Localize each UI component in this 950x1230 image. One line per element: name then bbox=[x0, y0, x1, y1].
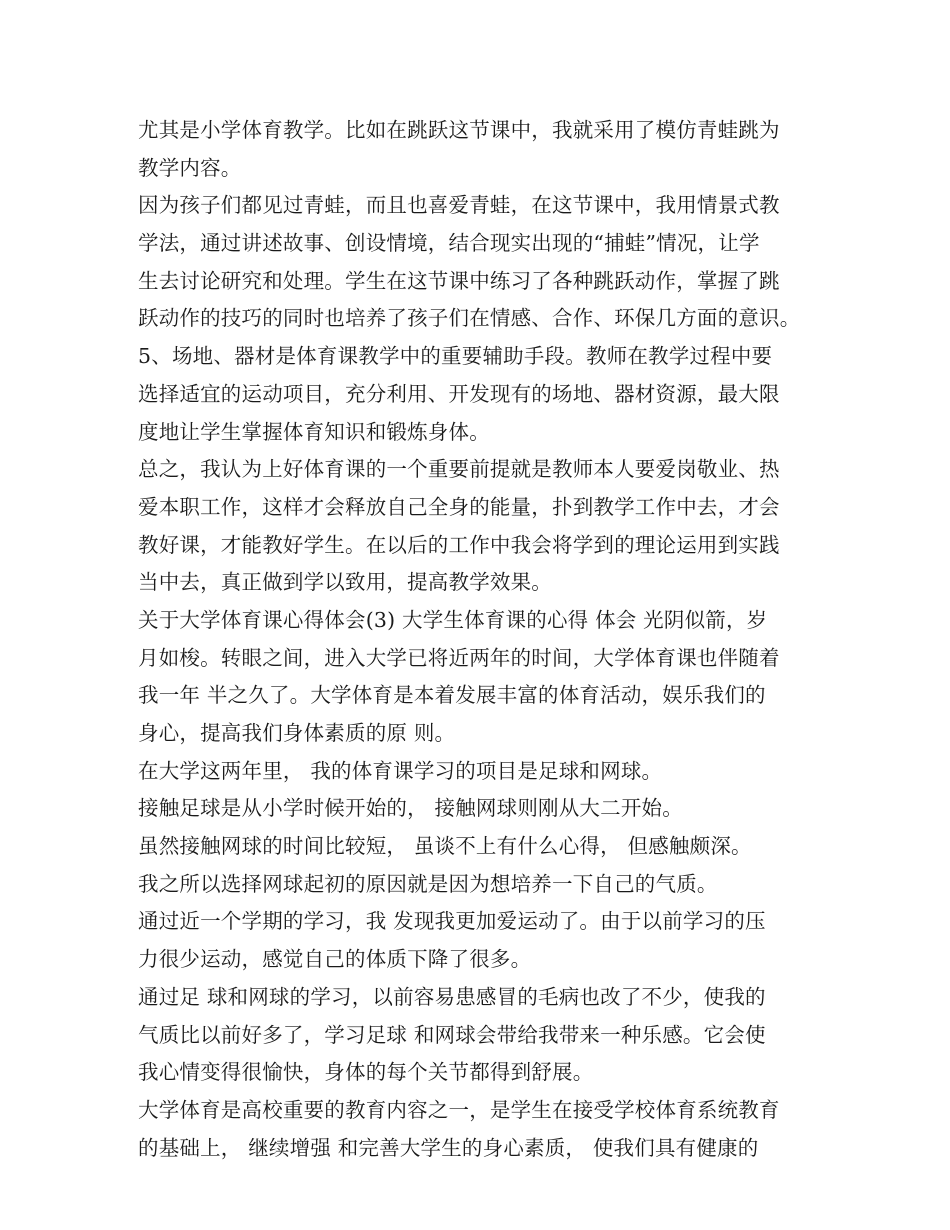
text-line: 通过足 球和网球的学习，以前容易患感冒的毛病也改了不少，使我的 bbox=[138, 984, 766, 1009]
text-line: 月如梭。转眼之间，进入大学已将近两年的时间，大学体育课也伴随着 bbox=[138, 645, 780, 670]
text-line: 度地让学生掌握体育知识和锻炼身体。 bbox=[138, 419, 490, 444]
text-line: 接触足球是从小学时候开始的， 接触网球则刚从大二开始。 bbox=[138, 796, 683, 821]
text-line: 身心，提高我们身体素质的原 则。 bbox=[138, 721, 456, 745]
text-line: 当中去，真正做到学以致用，提高教学效果。 bbox=[138, 570, 552, 595]
text-line: 的基础上， 继续增强 和完善大学生的身心素质， 使我们具有健康的 bbox=[138, 1135, 759, 1160]
text-line: 生去讨论研究和处理。学生在这节课中练习了各种跳跃动作，掌握了跳 bbox=[138, 268, 780, 293]
text-line: 跃动作的技巧的同时也培养了孩子们在情感、合作、环保几方面的意识。 bbox=[138, 306, 801, 331]
text-line: 5、场地、器材是体育课教学中的重要辅助手段。教师在教学过程中要 bbox=[138, 344, 773, 369]
text-line: 我一年 半之久了。大学体育是本着发展丰富的体育活动，娱乐我们的 bbox=[138, 683, 766, 708]
text-line: 大学体育是高校重要的教育内容之一，是学生在接受学校体育系统教育 bbox=[138, 1097, 780, 1122]
text-line: 气质比以前好多了，学习足球 和网球会带给我带来一种乐感。它会使 bbox=[138, 1022, 766, 1047]
text-line: 因为孩子们都见过青蛙，而且也喜爱青蛙，在这节课中，我用情景式教 bbox=[138, 193, 780, 218]
text-line: 学法，通过讲述故事、创设情境，结合现实出现的“捕蛙”情况，让学 bbox=[138, 231, 760, 256]
text-line: 力很少运动，感觉自己的体质下降了很多。 bbox=[138, 947, 532, 972]
text-line: 教学内容。 bbox=[138, 155, 242, 180]
document-body bbox=[138, 112, 838, 1167]
text-line: 尤其是小学体育教学。比如在跳跃这节课中，我就采用了模仿青蛙跳为 bbox=[138, 118, 780, 142]
text-line: 我之所以选择网球起初的原因就是因为想培养一下自己的气质。 bbox=[138, 871, 718, 896]
text-line: 选择适宜的运动项目，充分利用、开发现有的场地、器材资源，最大限 bbox=[138, 381, 780, 406]
text-line: 总之，我认为上好体育课的一个重要前提就是教师本人要爱岗敬业、热 bbox=[138, 457, 780, 482]
text-line: 虽然接触网球的时间比较短， 虽谈不上有什么心得， 但感触颇深。 bbox=[138, 834, 752, 859]
text-line: 我心情变得很愉快，身体的每个关节都得到舒展。 bbox=[138, 1060, 594, 1085]
text-line: 教好课，才能教好学生。在以后的工作中我会将学到的理论运用到实践 bbox=[138, 532, 780, 557]
text-line: 关于大学体育课心得体会(3) 大学生体育课的心得 体会 光阴似箭，岁 bbox=[138, 607, 768, 632]
text-line: 爱本职工作，这样才会释放自己全身的能量，扑到教学工作中去，才会 bbox=[138, 494, 780, 519]
text-line: 通过近一个学期的学习，我 发现我更加爱运动了。由于以前学习的压 bbox=[138, 909, 766, 934]
text-line: 在大学这两年里， 我的体育课学习的项目是足球和网球。 bbox=[138, 758, 663, 783]
